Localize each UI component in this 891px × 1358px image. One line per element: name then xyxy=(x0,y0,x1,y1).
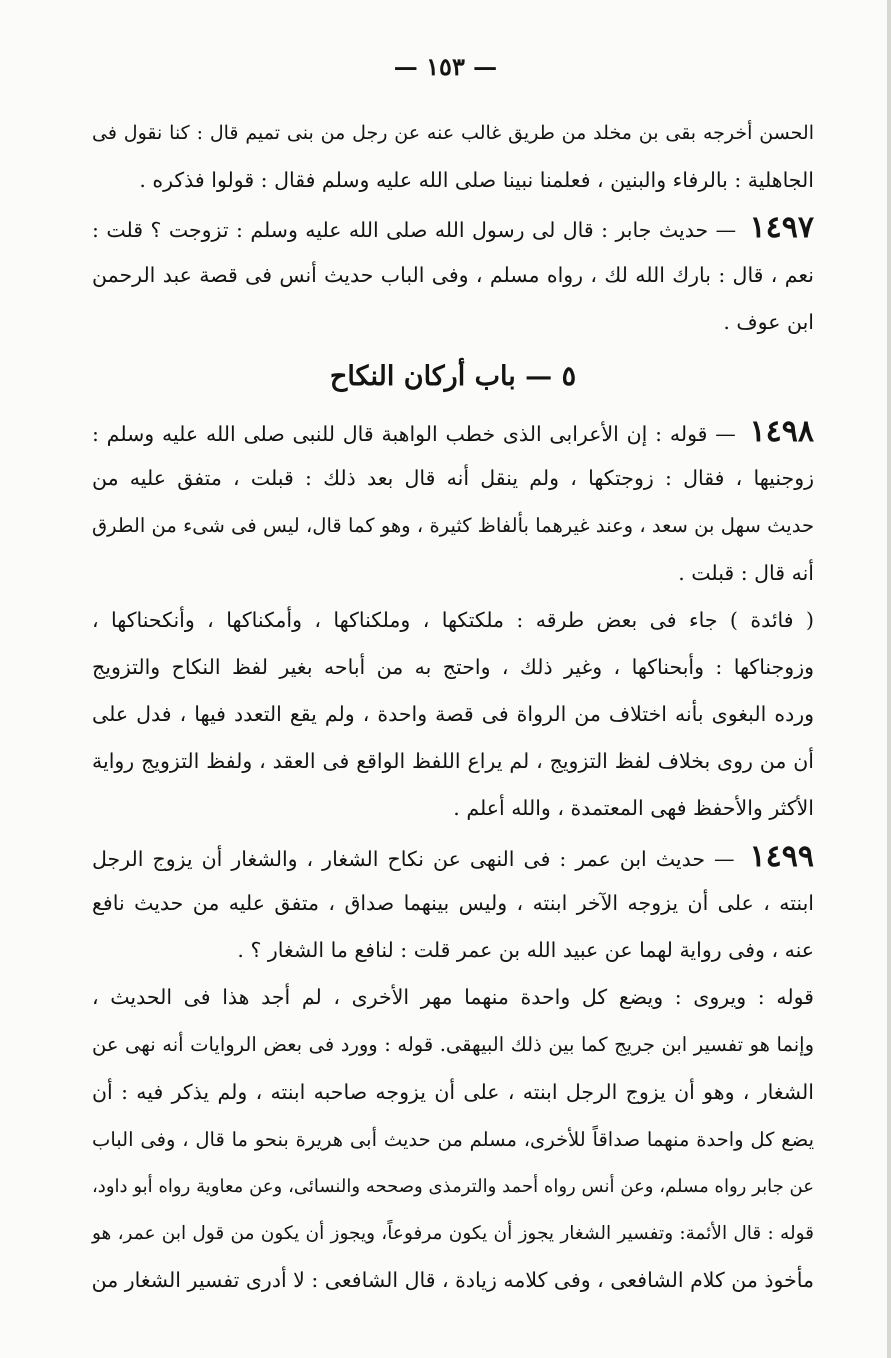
text-line xyxy=(92,157,814,204)
line-text: الأكثر والأحفظ فهى المعتمدة ، والله أعلم . xyxy=(453,796,814,821)
text-line xyxy=(92,455,814,502)
line-text: مأخوذ من كلام الشافعى ، وفى كلامه زيادة ، قال الشافعى : لا أدرى تفسير الشغار من xyxy=(91,1268,814,1293)
line-text: عن جابر رواه مسلم، وعن أنس رواه أحمد والترمذى وصححه والنسائى، وعن معاوية رواه أبو داود، xyxy=(92,1175,814,1197)
text-line xyxy=(92,738,814,785)
hadith-line xyxy=(92,204,814,251)
text-line xyxy=(92,550,814,597)
text-line xyxy=(92,1069,814,1116)
hadith-line xyxy=(92,833,814,880)
line-text: ورده البغوى بأنه اختلاف من الرواة فى قصة واحدة ، ولم يقع التعدد فيها ، فدل على xyxy=(92,702,814,727)
line-text: قوله : ويروى : ويضع كل واحدة منهما مهر الأخرى ، لم أجد هذا فى الحديث ، xyxy=(92,985,814,1010)
line-text: ابن عوف . xyxy=(723,309,814,334)
line-text: الجاهلية : بالرفاء والبنين ، فعلمنا نبينا صلى الله عليه وسلم فقال : قولوا فذكره . xyxy=(139,168,814,193)
text-line xyxy=(92,1163,814,1210)
line-text: الحسن أخرجه بقى بن مخلد من طريق غالب عنه عن رجل من بنى تميم قال : كنا نقول فى xyxy=(92,122,814,144)
text-line xyxy=(92,1116,814,1163)
hadith-number: ١٤٩٨ xyxy=(749,413,814,449)
text-line xyxy=(92,927,814,974)
text-line xyxy=(92,1021,814,1068)
text-line xyxy=(92,597,814,644)
page-edge xyxy=(887,0,891,1358)
hadith-number: ١٤٩٩ xyxy=(749,838,814,874)
line-text: أنه قال : قبلت . xyxy=(678,560,814,585)
line-text: — حديث جابر : قال لى رسول الله صلى الله عليه وسلم : تزوجت ؟ قلت : xyxy=(92,218,737,243)
line-text: ( فائدة ) جاء فى بعض طرقه : ملكتكها ، وملكناكها ، وأمكناكها ، وأنكحناكها ، xyxy=(92,607,814,632)
line-text: حديث سهل بن سعد ، وعند غيرهما بألفاظ كثيرة ، وهو كما قال، ليس فى شىء من الطرق xyxy=(92,514,814,538)
line-text: وإنما هو تفسير ابن جريج كما بين ذلك البيهقى. قوله : وورد فى بعض الروايات أنه نهى عن xyxy=(92,1033,814,1057)
line-text: — حديث ابن عمر : فى النهى عن نكاح الشغار ، والشغار أن يزوج الرجل xyxy=(92,846,735,871)
line-text: نعم ، قال : بارك الله لك ، رواه مسلم ، وفى الباب حديث أنس فى قصة عبد الرحمن xyxy=(92,262,814,287)
line-text: الشغار ، وهو أن يزوج الرجل ابنته ، على أن يزوجه صاحبه ابنته ، ولم يذكر فيه : أن xyxy=(92,1079,814,1104)
line-text: — قوله : إن الأعرابى الذى خطب الواهبة قال للنبى صلى الله عليه وسلم : xyxy=(92,421,736,446)
line-text: زوجنيها ، فقال : زوجتكها ، ولم ينقل أنه قال بعد ذلك : قبلت ، متفق عليه من xyxy=(92,466,814,491)
line-text: وزوجناكها : وأبحناكها ، وغير ذلك ، واحتج به من أباحه بغير لفظ النكاح والتزويج xyxy=(92,654,814,679)
text-line xyxy=(92,644,814,691)
chapter-heading xyxy=(92,346,814,408)
line-text: أن من روى بخلاف لفظ التزويج ، لم يراع اللفظ الواقع فى العقد ، ولفظ التزويج رواية xyxy=(92,749,814,774)
text-line xyxy=(92,1257,814,1304)
text-line xyxy=(92,1210,814,1257)
hadith-line xyxy=(92,408,814,455)
line-text: قوله : قال الأئمة: وتفسير الشغار يجوز أن يكون مرفوعاً، ويجوز أن يكون من قول ابن عمر، هو xyxy=(92,1223,814,1245)
text-line xyxy=(92,252,814,299)
line-text: ابنته ، على أن يزوجه الآخر ابنته ، وليس بينهما صداق ، متفق عليه من حديث نافع xyxy=(92,890,814,915)
line-text: يضع كل واحدة منهما صداقاً للأخرى، مسلم من حديث أبى هريرة بنحو ما قال ، وفى الباب xyxy=(92,1127,814,1151)
text-line xyxy=(92,785,814,832)
text-line xyxy=(92,691,814,738)
page-number: — ١٥٣ — xyxy=(393,52,498,81)
line-text: عنه ، وفى رواية لهما عن عبيد الله بن عمر قلت : لنافع ما الشغار ؟ . xyxy=(237,938,814,962)
text-line xyxy=(92,974,814,1021)
text-line xyxy=(92,299,814,346)
text-line xyxy=(92,502,814,549)
chapter-heading-text: ٥ — باب أركان النكاح xyxy=(329,360,577,392)
page-body-text xyxy=(92,110,814,1305)
text-line xyxy=(92,110,814,157)
text-line xyxy=(92,880,814,927)
hadith-number: ١٤٩٧ xyxy=(749,210,814,246)
